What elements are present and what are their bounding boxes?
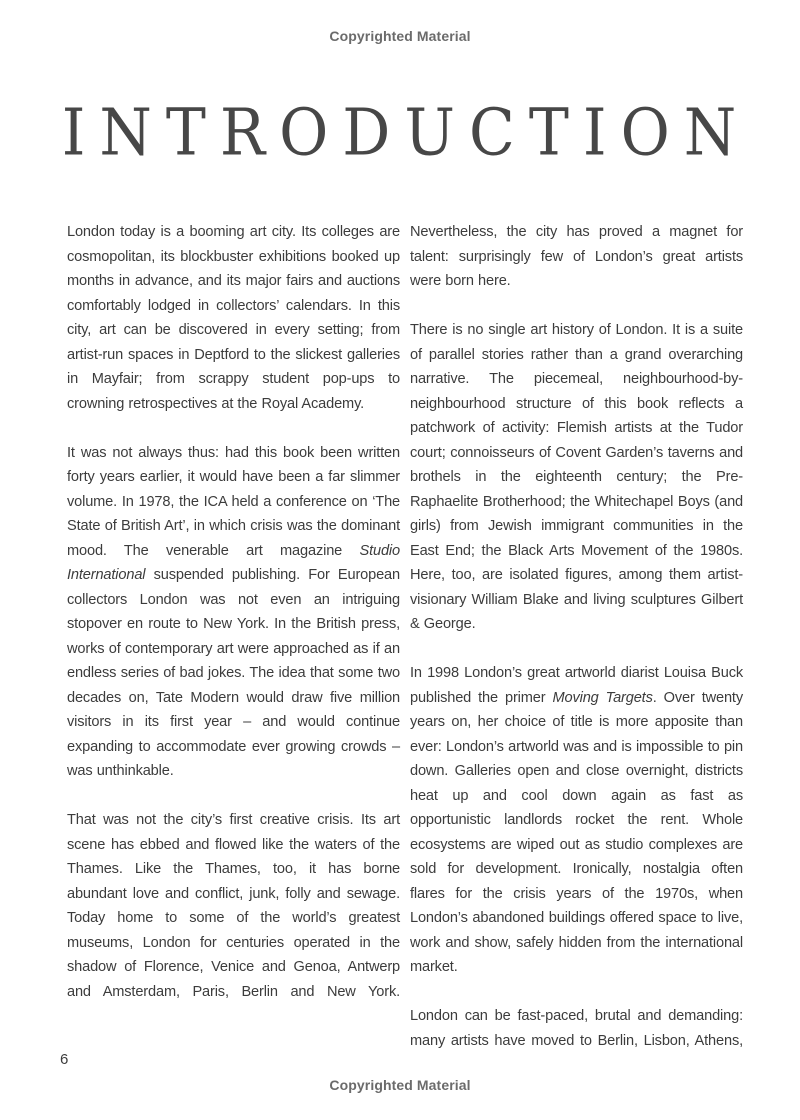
book-title: Moving Targets xyxy=(552,689,653,706)
paragraph xyxy=(410,661,743,980)
paragraph: London today is a booming art city. Its colleges are cosmopolitan, its blockbuster exhibitions booked up months in advance, and its major fairs and auctions comfortably lodged in collectors’ calendars. In this city, art can be discovered in every setting; from artist-run spaces in Deptford to the slickest galleries in Mayfair; from scrappy student pop-ups to crowning retrospectives at the Royal Academy. xyxy=(67,224,400,412)
paragraph-text: It was not always thus: had this book been written forty years earlier, it would have been a far slimmer volume. In 1978, the ICA held a conference on ‘The State of British Art’, in which crisis was the dominant mood. The venerable art magazine xyxy=(67,444,400,559)
right-column xyxy=(410,220,743,1053)
left-column xyxy=(67,220,400,1004)
copyright-watermark-bottom: Copyrighted Material xyxy=(329,1077,471,1093)
paragraph-text: suspended publishing. For European collectors London was not even an intriguing stopover en route to New York. In the British press, works of contemporary art were approached as if an endless series of bad jokes. The idea that some two decades on, Tate Modern would draw five million visitors in its first year – and would continue expanding to accommodate ever growing crowds – was unthinkable. xyxy=(67,567,400,779)
paragraph: There is no single art history of London. It is a suite of parallel stories rather than a grand overarching narrative. The piecemeal, neighbourhood-by-neighbourhood structure of this book reflects a patchwork of activity: Flemish artists at the Tudor court; connoisseurs of Covent Garden’s taverns and brothels in the eighteenth century; the Pre-Raphaelite Brotherhood; the Whitechapel Boys (and girls) from Jewish immigrant communities in the East End; the Black Arts Movement of the 1980s. Here, too, are isolated figures, among them artist-visionary William Blake and living sculptures Gilbert & George. xyxy=(410,322,743,632)
chapter-title: INTRODUCTION xyxy=(61,95,751,172)
paragraph xyxy=(67,441,400,784)
copyright-watermark-top: Copyrighted Material xyxy=(329,28,471,44)
paragraph-text: . Over twenty years on, her choice of title is more apposite than ever: London’s artworld was and is impossible to pin down. Galleries open and close overnight, districts heat up and cool down again as fast as opportunistic landlords rocket the rent. Whole ecosystems are wiped out as studio complexes are sold for development. Ironically, nostalgia often flares for the crisis years of the 1970s, when London’s abandoned buildings offered space to live, work and show, safely hidden from the international market. xyxy=(410,689,743,975)
magazine-title: Studio International xyxy=(67,542,400,583)
paragraph: That was not the city’s first creative crisis. Its art scene has ebbed and flowed like the waters of the Thames. Like the Thames, too, it has borne abundant love and conflict, junk, folly and sewage. Today home to some of the world’s greatest museums, London for centuries operated in the shadow of Florence, Venice and Genoa, Antwerp and Amsterdam, Paris, Berlin and New York. xyxy=(67,812,400,1000)
page-number: 6 xyxy=(60,1051,69,1068)
paragraph: London can be fast-paced, brutal and demanding: many artists have moved to Berlin, Lisbon, Athens, xyxy=(410,1008,743,1049)
paragraph: Nevertheless, the city has proved a magnet for talent: surprisingly few of London’s great artists were born here. xyxy=(410,224,743,289)
paragraph-text: In 1998 London’s great artworld diarist Louisa Buck published the primer xyxy=(410,665,743,706)
